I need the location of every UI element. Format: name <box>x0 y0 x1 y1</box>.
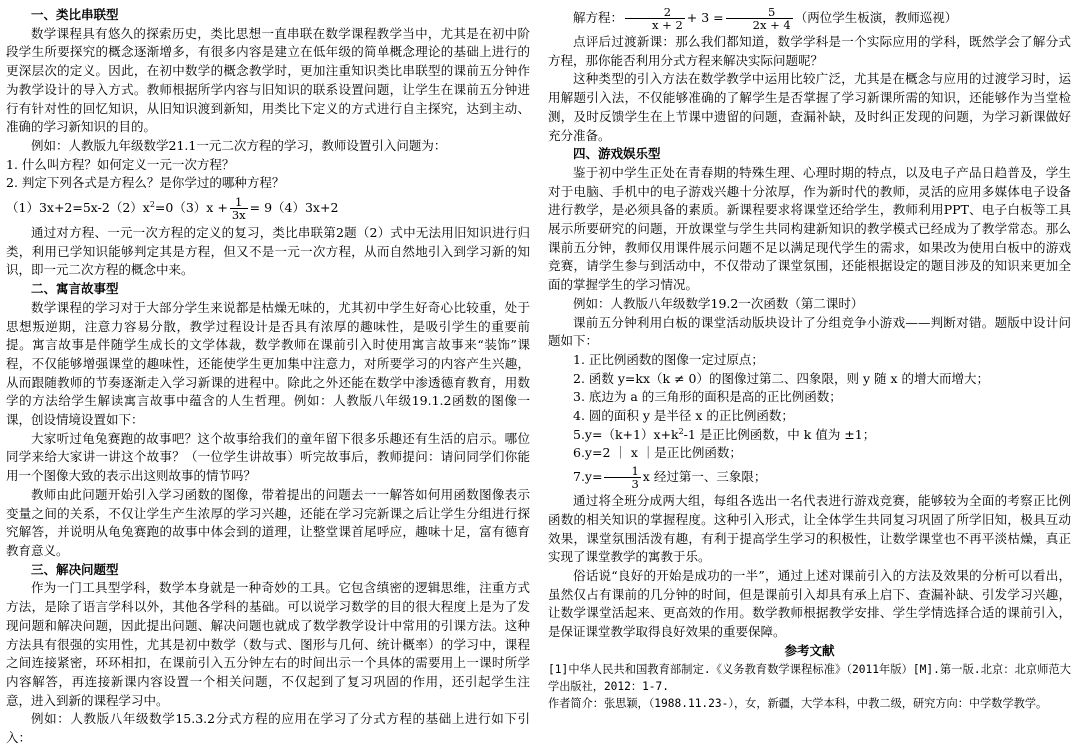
paragraph: 教师由此问题开始引入学习函数的图像，带着提出的问题去一一解答如何用函数图像表示变量之间的关系，不仅让学生产生浓厚的学习兴趣，还能在学习完新课之后让学生分组进行探究解答，并说明从龟兔赛跑的故事中体会到的道理，让整堂课首尾呼应，趣味十足，富有德育教育意义。 <box>6 486 530 558</box>
fraction-numerator: 5 <box>726 6 793 19</box>
fraction-denominator: 2x + 4 <box>752 18 791 32</box>
game-question-4: 4. 圆的面积 y 是半径 x 的正比例函数； <box>573 408 794 424</box>
author-bio: 作者简介：张思颖，（1988.11.23-），女，新疆，大学本科，中教二级，研究方向：中学数学教学。 <box>548 696 1048 710</box>
equation-part: 7.y= <box>573 469 603 485</box>
example-line: 例如：人教版八年级数学19.2一次函数（第二课时） <box>573 295 864 311</box>
paragraph: 点评后过渡新课：那么我们都知道，数学学科是一个实际应用的学科，既然学会了解分式方程，那你能否利用分式方程来解决实际问题呢？ <box>548 34 1071 68</box>
equation-part: （两位学生板演，教师巡视） <box>794 10 958 25</box>
game-question-2: 2. 函数 y=kx（k ≠ 0）的图像过第二、四象限，则 y 随 x 的增大而增大； <box>573 370 989 386</box>
equation-part: 5.y=（k+1）x+k <box>573 426 679 442</box>
equation-part: + 3 = <box>686 10 724 25</box>
paragraph: 课前五分钟利用白板的课堂活动版块设计了分组竞争小游戏——判断对错。题版中设计问题如下： <box>548 314 1071 349</box>
question-2: 2. 判定下列各式是方程么？是你学过的哪种方程？ <box>6 175 285 191</box>
left-column <box>6 6 530 748</box>
equation-part: = 9（4）3x+2 <box>249 200 339 216</box>
fraction <box>726 6 793 31</box>
reference-item: [1]中华人民共和国教育部制定.《义务教育数学课程标准》（2011年版）[M].第一版.北京：北京师范大学出版社，2012：1-7. <box>548 662 1071 693</box>
equation-part: =0（3）x + <box>154 200 228 216</box>
question-1: 1. 什么叫方程？如何定义一元一次方程？ <box>6 156 235 172</box>
fraction-denominator: 3x <box>231 208 246 223</box>
paragraph: 数学课程具有悠久的探索历史，类比思想一直串联在数学课程教学当中，尤其是在初中阶段学生所要探究的概念逐渐增多，有很多内容是建立在低年级的简单概念理论的基础上进行的更深层次的定义。因此，在初中数学的概念教学时，更加注重知识类比串联型的课前五分钟作为教学设计的导入方式。教师根据所学内容与旧知识的联系设置问题，让学生在课前五分钟进行有针对性的回忆知识，从旧知识渡到新知，用类比下定义的方式进行自主探究，达到主动、准确的学习新知识的目的。 <box>6 25 530 135</box>
equation-part: -1 是正比例函数，中 k 值为 ±1； <box>683 426 876 442</box>
fraction <box>604 465 640 490</box>
exponent: 2 <box>678 426 684 436</box>
fraction-numerator: 1 <box>230 196 248 209</box>
paragraph: 俗话说“良好的开始是成功的一半”，通过上述对课前引入的方法及效果的分析可以看出，虽然仅占有课前的几分钟的时间，但是课前引入却具有承上启下、查漏补缺、引发学习兴趣，让数学课堂活起来、更高效的作用。数学教师根据教学安排、学生学情选择合适的课前引入，是保证课堂教学取得良好效果的重要保障。 <box>548 567 1071 640</box>
game-question-6: 6.y=2 ｜ x ｜是正比例函数； <box>573 445 742 461</box>
equation-part: x 经过第一、三象限； <box>642 469 767 485</box>
paragraph: 通过将全班分成两大组，每组各选出一名代表进行游戏竞赛，能够较为全面的考察正比例函数的相关知识的掌握程度。这种引入形式，让全体学生共同复习巩固了所学旧知，极具互动效果，课堂氛围活泼有趣，有利于提高学生学习的积极性，让数学课堂也不再平淡枯燥，真正实现了课堂教学的寓教于乐。 <box>548 493 1071 565</box>
paragraph: 通过对方程、一元一次方程的定义的复习，类比串联第2题（2）式中无法用旧知识进行归类，利用已学知识能够判定其是方程，但又不是一元一次方程，从而自然地引入到学习新的知识，即一元二次方程的概念中来。 <box>6 225 530 278</box>
exponent: 2 <box>149 199 155 209</box>
references-heading: 参考文献 <box>784 642 835 658</box>
paragraph: 作为一门工具型学科，数学本身就是一种奇妙的工具。它包含缜密的逻辑思维，注重方式方法，是除了语言学科以外，其他各学科的基础。可以说学习数学的目的很大程度上是为了发现问题和解决问题，因此提出问题、解决问题也就成了数学教学设计中常用的引课方法。这种方法具有很强的实用性，尤其是初中数学（数与式、图形与几何、统计概率）的学习中，课程之间连接紧密，环环相扣，在课前引入五分钟左右的时间出示一个具体的需要用上一课时所学内容解答，再连接新课内容设置一个相关问题，不仅起到了复习巩固的作用，还引起学生注意，进入到新的课程学习中。 <box>6 580 530 708</box>
right-column <box>548 6 1071 712</box>
game-question-3: 3. 底边为 a 的三角形的面积是高的正比例函数； <box>573 389 842 405</box>
equation-part: （1）3x+2=5x-2（2）x <box>6 200 150 216</box>
paragraph: 这种类型的引入方法在数学教学中运用比较广泛，尤其是在概念与应用的过渡学习时，运用解题引入法，不仅能够准确的了解学生是否掌握了学习新课所需的知识，还能够作为当堂检测，及时反馈学生在上节课中遗留的问题，查漏补缺，及时纠正发现的问题，为学习新课做好充分准备。 <box>548 71 1071 143</box>
equation-list <box>6 196 530 221</box>
game-question-7 <box>548 465 1071 490</box>
example-line: 例如：人教版九年级数学21.1一元二次方程的学习，教师设置引入问题为： <box>31 137 447 153</box>
solve-equation-line <box>548 6 1071 31</box>
paragraph: 大家听过龟兔赛跑的故事吧？这个故事给我们的童年留下很多乐趣还有生活的启示。哪位同学来给大家讲一讲这个故事？（一位学生讲故事）听完故事后，教师提问：请问同学们你能用一个图像大致的表示出这则故事的情节吗？ <box>6 430 530 484</box>
fraction-numerator: 1 <box>604 465 640 478</box>
section-heading-game: 四、游戏娱乐型 <box>573 146 661 162</box>
paragraph: 鉴于初中学生正处在青春期的特殊生理、心理时期的特点，以及电子产品日趋普及，学生对于电脑、手机中的电子游戏兴趣十分浓厚，作为新时代的教师，灵活的应用多媒体电子设备进行教学，是必须具备的素质。新课程要求将课堂还给学生，教师利用PPT、电子白板等工具展示所要研究的问题，开放课堂与学生共同构建新知识的教学模式已经成为了教学常态。那么课前五分钟，教师仅用课件展示问题不足以满足现代学生的需求，如果改为使用白板中的游戏竞赛，请学生参与到活动中，不仅带动了课堂氛围，还能根据设定的题目涉及的知识来更加全面的掌握学生的学习情况。 <box>548 164 1071 293</box>
fraction-denominator: x + 2 <box>652 18 683 32</box>
fraction <box>625 6 685 31</box>
game-question-1: 1. 正比例函数的图像一定过原点； <box>573 351 764 367</box>
section-heading-analogy: 一、类比串联型 <box>31 7 119 22</box>
fraction-numerator: 2 <box>625 6 685 19</box>
fraction-denominator: 3 <box>631 477 639 492</box>
paragraph: 数学课程的学习对于大部分学生来说都是枯燥无味的，尤其初中学生好奇心比较重，处于思想叛逆期，注意力容易分散，教学过程设计是否具有浓厚的趣味性，是吸引学生的重要前提。寓言故事是伴随学生成长的文学体裁，数学教师在课前引入时使用寓言故事来“装饰”课程，不仅能够增强课堂的趣味性，还能使学生更加集中注意力，对所要学习的内容产生兴趣，从而跟随教师的节奏逐渐走入学习新课的进程中。除此之外还能在数学中渗透德育教育，用数学的方法给学生解读寓言故事中蕴含的人生哲理。例如：人教版八年级19.1.2函数的图像一课，创设情境设置如下： <box>6 299 530 428</box>
game-question-5 <box>548 426 1071 445</box>
example-line: 例如：人教版八年级数学15.3.2分式方程的应用在学习了分式方程的基础上进行如下引入： <box>6 711 530 746</box>
section-heading-problem-solving: 三、解决问题型 <box>31 561 119 577</box>
equation-part: 解方程： <box>573 10 624 25</box>
section-heading-fable: 二、寓言故事型 <box>31 281 119 297</box>
fraction <box>230 196 248 221</box>
